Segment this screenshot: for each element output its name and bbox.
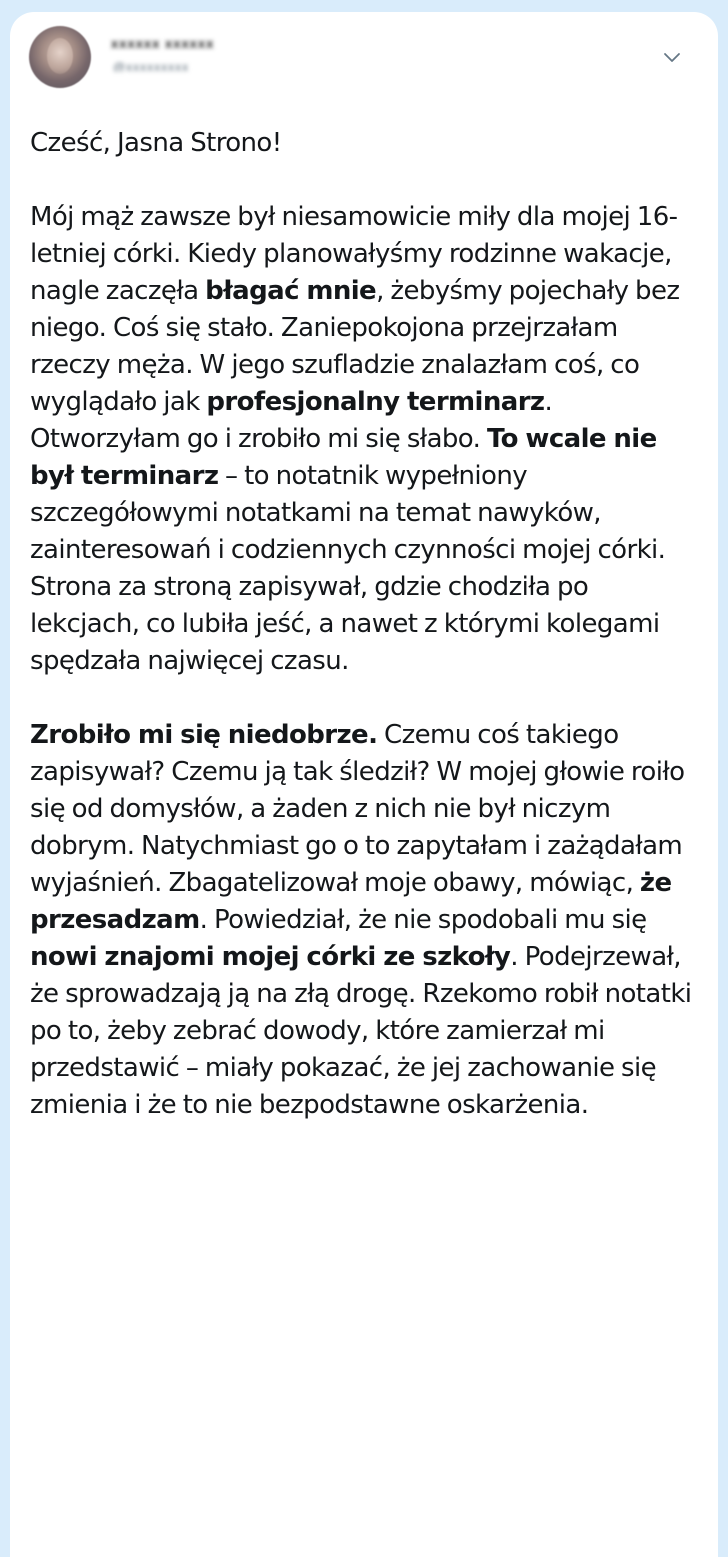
avatar-face bbox=[47, 38, 73, 74]
bold-text-segment: błagać mnie bbox=[205, 276, 377, 306]
text-segment: – to notatnik wypełniony szczegółowymi notatkami na temat nawyków, zainteresowań i codziennych czynności mojej córki. Strona za stroną zapisywał, gdzie chodziła po lekcjach, co lubiła jeść, a nawet z którymi kolegami spędzała najwięcej czasu. bbox=[30, 461, 666, 676]
text-segment: Cześć, Jasna Strono! bbox=[30, 128, 282, 158]
text-segment: Czemu coś takiego zapisywał? Czemu ją tak śledził? W mojej głowie roiło się od domysłów, a żaden z nich nie był niczym dobrym. Natychmiast go o to zapytałam i zażądałam wyjaśnień. Zbagatelizował moje obawy, mówiąc, bbox=[30, 720, 685, 898]
author-name[interactable]: xxxxxx xxxxxx bbox=[111, 36, 215, 50]
bold-text-segment: To wcale nie był terminarz bbox=[30, 424, 657, 491]
tweet-card bbox=[10, 12, 718, 1557]
tweet-paragraph bbox=[30, 199, 700, 680]
text-segment: . Otworzyłam go i zrobiło mi się słabo. bbox=[30, 387, 553, 454]
text-segment: Mój mąż zawsze był niesamowicie miły dla mojej 16-letniej córki. Kiedy planowałyśmy rodzinne wakacje, nagle zaczęła bbox=[30, 202, 678, 306]
text-segment: . Powiedział, że nie spodobali mu się bbox=[199, 905, 647, 935]
chevron-down-icon[interactable] bbox=[660, 46, 684, 70]
text-segment: , żebyśmy pojechały bez niego. Coś się stało. Zaniepokojona przejrzałam rzeczy męża. W jego szufladzie znalazłam coś, co wyglądało jak bbox=[30, 276, 680, 417]
tweet-text bbox=[30, 125, 700, 1161]
tweet-paragraph bbox=[30, 125, 700, 162]
bold-text-segment: profesjonalny terminarz bbox=[206, 387, 545, 417]
profile-avatar[interactable] bbox=[29, 26, 91, 88]
bold-text-segment: Zrobiło mi się niedobrze. bbox=[30, 720, 378, 750]
tweet-header bbox=[10, 12, 718, 112]
bold-text-segment: że przesadzam bbox=[30, 868, 672, 935]
author-handle: @xxxxxxxxx bbox=[113, 60, 190, 72]
text-segment: . Podejrzewał, że sprowadzają ją na złą drogę. Rzekomo robił notatki po to, żeby zebrać dowody, które zamierzał mi przedstawić – miały pokazać, że jej zachowanie się zmienia i że to nie bezpodstawne oskarżenia. bbox=[30, 942, 692, 1120]
tweet-paragraph bbox=[30, 717, 700, 1124]
bold-text-segment: nowi znajomi mojej córki ze szkoły bbox=[30, 942, 511, 972]
